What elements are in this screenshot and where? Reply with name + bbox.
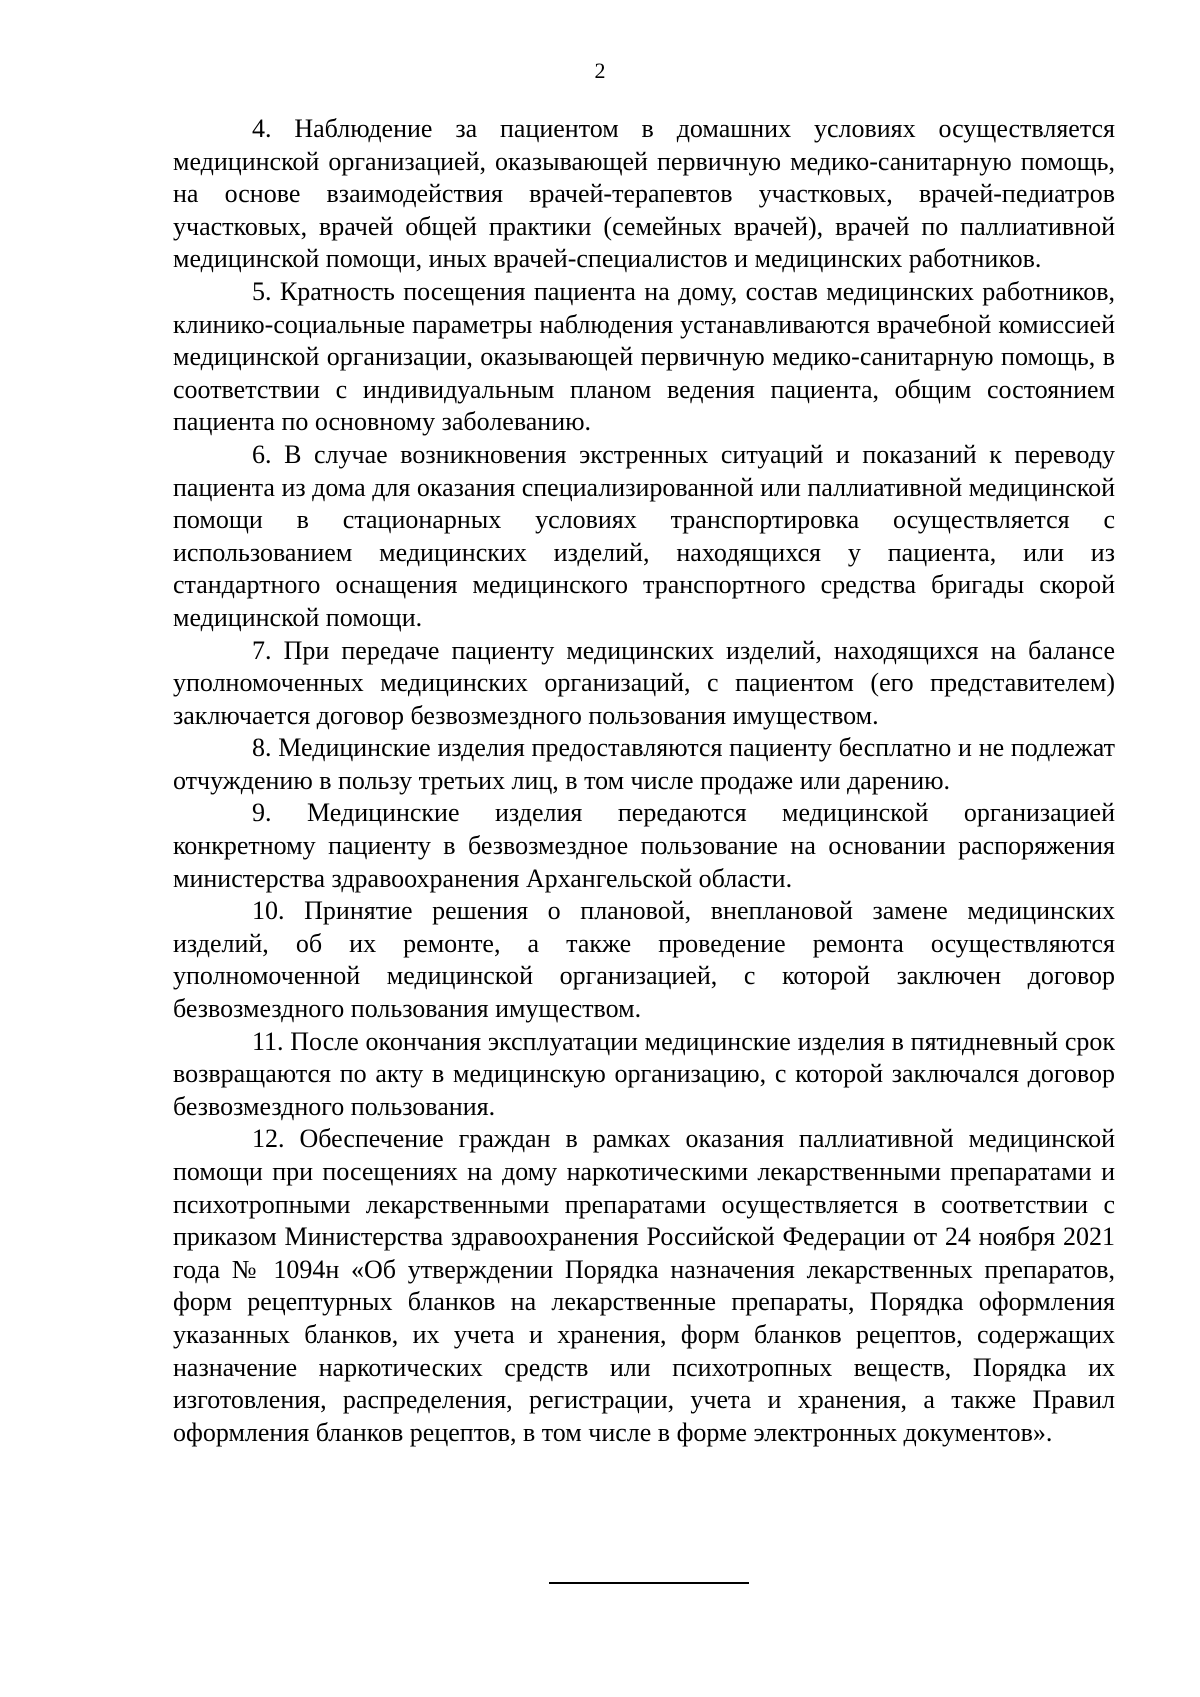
paragraph-7: 7. При передаче пациенту медицинских изделий, находящихся на балансе уполномоченных медицинских организаций, с пациентом (его представителем) заключается договор безвозмездного пользования имуществом. <box>173 635 1115 730</box>
paragraph-5: 5. Кратность посещения пациента на дому, состав медицинских работников, клинико-социальные параметры наблюдения устанавливаются врачебной комиссией медицинской организации, оказывающей первичную медико-санитарную помощь, в соответствии с индивидуальным планом ведения пациента, общим состоянием пациента по основному заболеванию. <box>173 276 1115 437</box>
end-divider <box>549 1582 749 1584</box>
paragraph-4: 4. Наблюдение за пациентом в домашних условиях осуществляется медицинской организацией, оказывающей первичную медико-санитарную помощь, на основе взаимодействия врачей-терапевтов участковых, врачей-педиатров участковых, врачей общей практики (семейных врачей), врачей по паллиативной медицинской помощи, иных врачей-специалистов и медицинских работников. <box>173 114 1115 274</box>
paragraph-12: 12. Обеспечение граждан в рамках оказания паллиативной медицинской помощи при посещениях на дому наркотическими лекарственными препаратами и психотропными лекарственными препаратами осуществляется в соответствии с приказом Министерства здравоохранения Российской Федерации от 24 ноября 2021 года № 1094н «Об утверждении Порядка назначения лекарственных препаратов, форм рецептурных бланков на лекарственные препараты, Порядка оформления указанных бланков, их учета и хранения, форм бланков рецептов, содержащих назначение наркотических средств или психотропных веществ, Порядка их изготовления, распределения, регистрации, учета и хранения, а также Правил оформления бланков рецептов, в том числе в форме электронных документов». <box>173 1124 1115 1447</box>
paragraph-10: 10. Принятие решения о плановой, внеплановой замене медицинских изделий, об их ремонте, а также проведение ремонта осуществляются уполномоченной медицинской организацией, с которой заключен договор безвозмездного пользования имуществом. <box>173 896 1115 1024</box>
paragraph-9: 9. Медицинские изделия передаются медицинской организацией конкретному пациенту в безвозмездное пользование на основании распоряжения министерства здравоохранения Архангельской области. <box>173 798 1115 893</box>
paragraph-8: 8. Медицинские изделия предоставляются пациенту бесплатно и не подлежат отчуждению в пользу третьих лиц, в том числе продаже или дарению. <box>173 733 1115 795</box>
document-body <box>173 113 1115 1449</box>
paragraph-11: 11. После окончания эксплуатации медицинские изделия в пятидневный срок возвращаются по акту в медицинскую организацию, с которой заключался договор безвозмездного пользования. <box>173 1026 1115 1121</box>
page-number: 2 <box>594 58 606 83</box>
paragraph-6: 6. В случае возникновения экстренных ситуаций и показаний к переводу пациента из дома для оказания специализированной или паллиативной медицинской помощи в стационарных условиях транспортировка осуществляется с использованием медицинских изделий, находящихся у пациента, или из стандартного оснащения медицинского транспортного средства бригады скорой медицинской помощи. <box>173 439 1116 632</box>
